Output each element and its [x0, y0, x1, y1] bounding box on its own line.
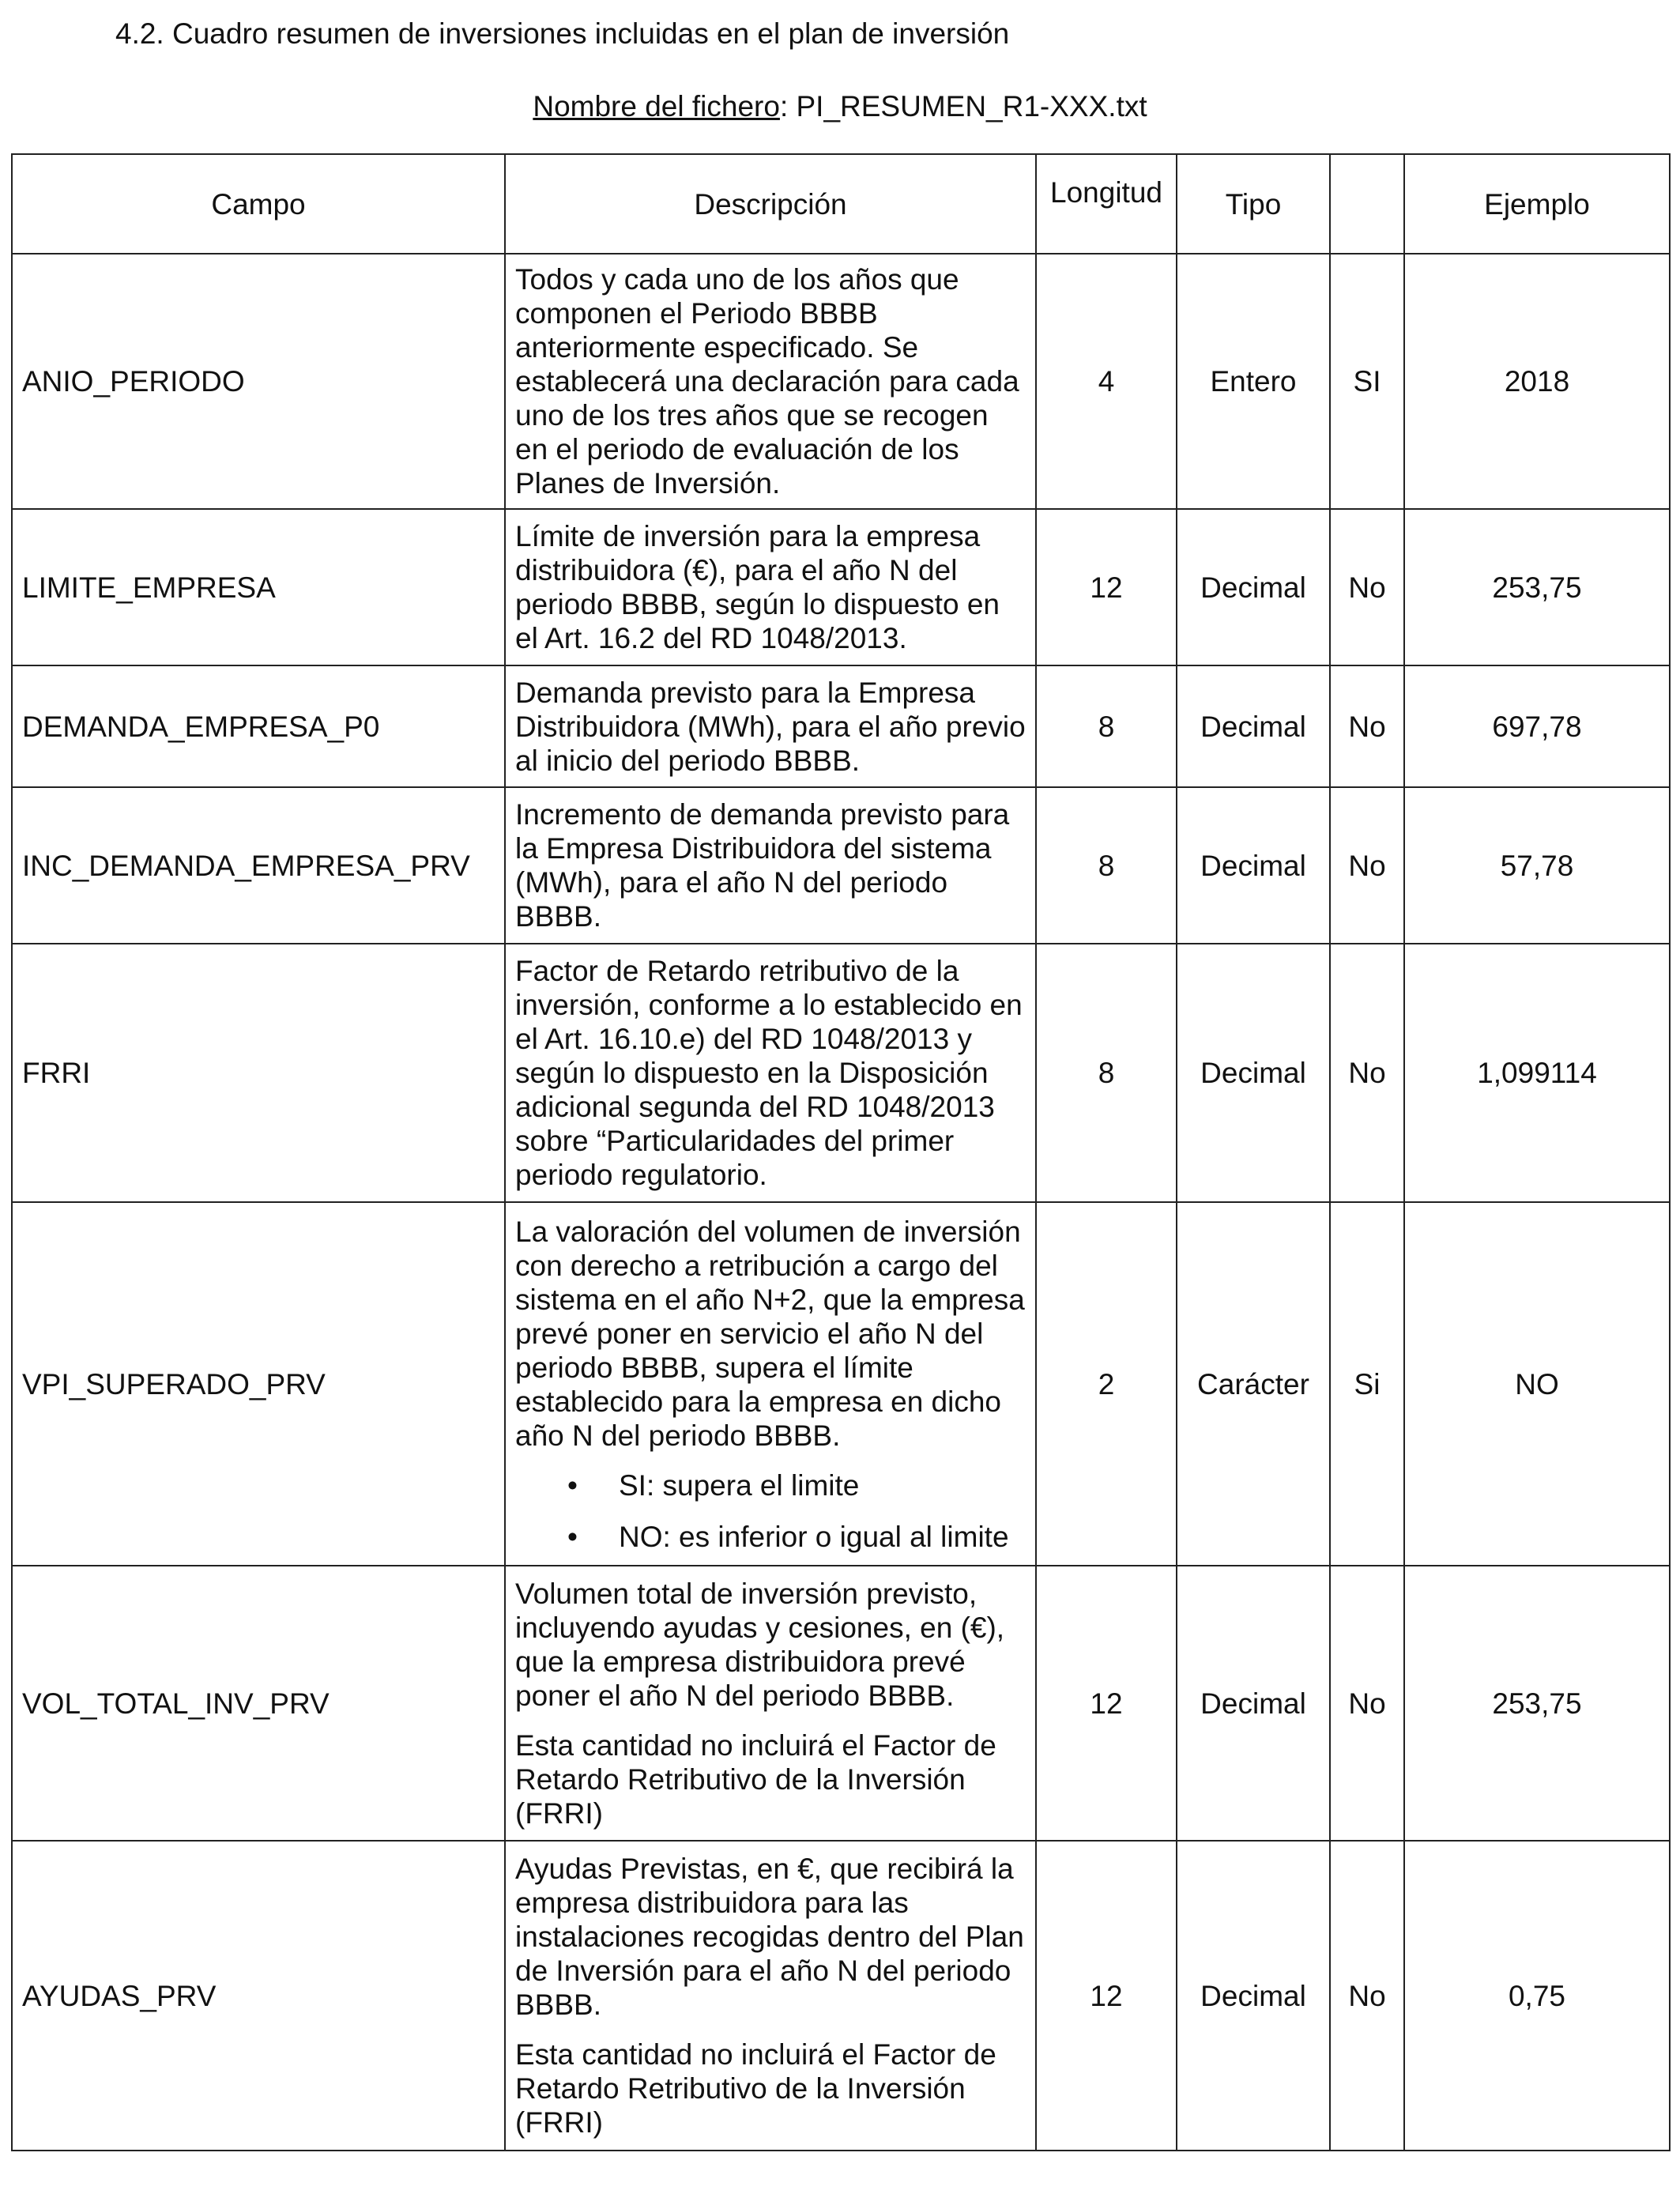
table-row: [12, 1841, 1670, 2151]
bullet-icon: •: [567, 1468, 578, 1502]
header-obligatorio: [1330, 154, 1404, 254]
cell-campo: VPI_SUPERADO_PRV: [12, 1202, 505, 1566]
cell-tipo: Decimal: [1177, 1566, 1330, 1841]
cell-longitud: 8: [1036, 665, 1177, 787]
cell-obligatorio: Si: [1330, 1202, 1404, 1566]
bullet-icon: •: [567, 1520, 578, 1553]
cell-obligatorio: No: [1330, 509, 1404, 665]
cell-campo: ANIO_PERIODO: [12, 254, 505, 509]
cell-ejemplo: 253,75: [1404, 509, 1670, 665]
table-header-row: [12, 154, 1670, 254]
cell-longitud: 12: [1036, 509, 1177, 665]
table-row: [12, 254, 1670, 509]
description-text: Demanda previsto para la Empresa Distribuidora (MWh), para el año previo al inicio del periodo BBBB.: [515, 676, 1026, 777]
cell-campo: FRRI: [12, 944, 505, 1202]
description-text: Todos y cada uno de los años que componen el Periodo BBBB anteriormente especificado. Se establecerá una declaración para cada uno de los tres años que se recogen en el periodo de evaluación de los Planes de Inversión.: [515, 263, 1019, 499]
list-item-text: NO: es inferior o igual al limite: [619, 1520, 1009, 1553]
cell-descripcion: [505, 665, 1036, 787]
cell-tipo: Decimal: [1177, 787, 1330, 944]
cell-obligatorio: No: [1330, 665, 1404, 787]
description-note: Esta cantidad no incluirá el Factor de Retardo Retributivo de la Inversión (FRRI): [515, 1728, 996, 1830]
cell-ejemplo: 2018: [1404, 254, 1670, 509]
description-text: Volumen total de inversión previsto, incluyendo ayudas y cesiones, en (€), que la empresa distribuidora prevé poner el año N del periodo BBBB.: [515, 1577, 1005, 1712]
cell-longitud: 2: [1036, 1202, 1177, 1566]
cell-descripcion: [505, 1566, 1036, 1841]
cell-obligatorio: No: [1330, 1566, 1404, 1841]
cell-descripcion: [505, 944, 1036, 1202]
description-text: Ayudas Previstas, en €, que recibirá la empresa distribuidora para las instalaciones recogidas dentro del Plan de Inversión para el año N del periodo BBBB.: [515, 1853, 1024, 2021]
cell-obligatorio: No: [1330, 944, 1404, 1202]
cell-ejemplo: 57,78: [1404, 787, 1670, 944]
cell-descripcion: [505, 1841, 1036, 2151]
cell-obligatorio: No: [1330, 787, 1404, 944]
cell-tipo: Decimal: [1177, 944, 1330, 1202]
description-note: Esta cantidad no incluirá el Factor de Retardo Retributivo de la Inversión (FRRI): [515, 2038, 996, 2139]
cell-campo: DEMANDA_EMPRESA_P0: [12, 665, 505, 787]
cell-longitud: 4: [1036, 254, 1177, 509]
cell-descripcion: [505, 509, 1036, 665]
cell-tipo: Decimal: [1177, 665, 1330, 787]
file-name-line: [0, 87, 1680, 126]
table-row: [12, 509, 1670, 665]
description-text: La valoración del volumen de inversión con derecho a retribución a cargo del sistema en el año N+2, que la empresa prevé poner en servicio el año N del periodo BBBB, supera el límite establecido para la empresa en dicho año N del periodo BBBB.: [515, 1215, 1025, 1452]
options-list: [515, 1468, 1026, 1554]
cell-ejemplo: 697,78: [1404, 665, 1670, 787]
description-text: Incremento de demanda previsto para la Empresa Distribuidora del sistema (MWh), para el año N del periodo BBBB.: [515, 798, 1010, 933]
list-item: [515, 1468, 1026, 1502]
section-heading: 4.2. Cuadro resumen de inversiones incluidas en el plan de inversión: [115, 17, 1010, 50]
cell-tipo: Decimal: [1177, 509, 1330, 665]
cell-ejemplo: 0,75: [1404, 1841, 1670, 2151]
table-row: [12, 944, 1670, 1202]
table-row: [12, 1566, 1670, 1841]
cell-obligatorio: SI: [1330, 254, 1404, 509]
cell-longitud: 12: [1036, 1566, 1177, 1841]
cell-campo: INC_DEMANDA_EMPRESA_PRV: [12, 787, 505, 944]
cell-ejemplo: 253,75: [1404, 1566, 1670, 1841]
file-name-label: Nombre del fichero: [533, 90, 780, 123]
header-longitud: Longitud: [1036, 154, 1177, 254]
cell-ejemplo: 1,099114: [1404, 944, 1670, 1202]
cell-tipo: Decimal: [1177, 1841, 1330, 2151]
list-item-text: SI: supera el limite: [619, 1468, 860, 1502]
cell-tipo: Entero: [1177, 254, 1330, 509]
cell-longitud: 8: [1036, 944, 1177, 1202]
cell-campo: VOL_TOTAL_INV_PRV: [12, 1566, 505, 1841]
cell-tipo: Carácter: [1177, 1202, 1330, 1566]
header-campo: Campo: [12, 154, 505, 254]
cell-descripcion: [505, 1202, 1036, 1566]
table-row: [12, 665, 1670, 787]
cell-longitud: 12: [1036, 1841, 1177, 2151]
cell-obligatorio: No: [1330, 1841, 1404, 2151]
file-name-value: PI_RESUMEN_R1-XXX.txt: [796, 90, 1147, 123]
description-text: Factor de Retardo retributivo de la inversión, conforme a lo establecido en el Art. 16.10.e) del RD 1048/2013 y según lo dispuesto en la Disposición adicional segunda del RD 1048/2013 sobre “Particularidades del primer periodo regulatorio.: [515, 955, 1023, 1191]
file-name-separator: :: [779, 90, 797, 123]
table-row: [12, 1202, 1670, 1566]
fields-table: [11, 153, 1671, 2151]
cell-longitud: 8: [1036, 787, 1177, 944]
table-row: [12, 787, 1670, 944]
header-ejemplo: Ejemplo: [1404, 154, 1670, 254]
cell-descripcion: [505, 254, 1036, 509]
cell-ejemplo: NO: [1404, 1202, 1670, 1566]
cell-campo: LIMITE_EMPRESA: [12, 509, 505, 665]
header-descripcion: Descripción: [505, 154, 1036, 254]
list-item: [515, 1520, 1026, 1554]
cell-campo: AYUDAS_PRV: [12, 1841, 505, 2151]
cell-descripcion: [505, 787, 1036, 944]
header-tipo: Tipo: [1177, 154, 1330, 254]
description-text: Límite de inversión para la empresa distribuidora (€), para el año N del periodo BBBB, según lo dispuesto en el Art. 16.2 del RD 1048/2013.: [515, 520, 1000, 654]
